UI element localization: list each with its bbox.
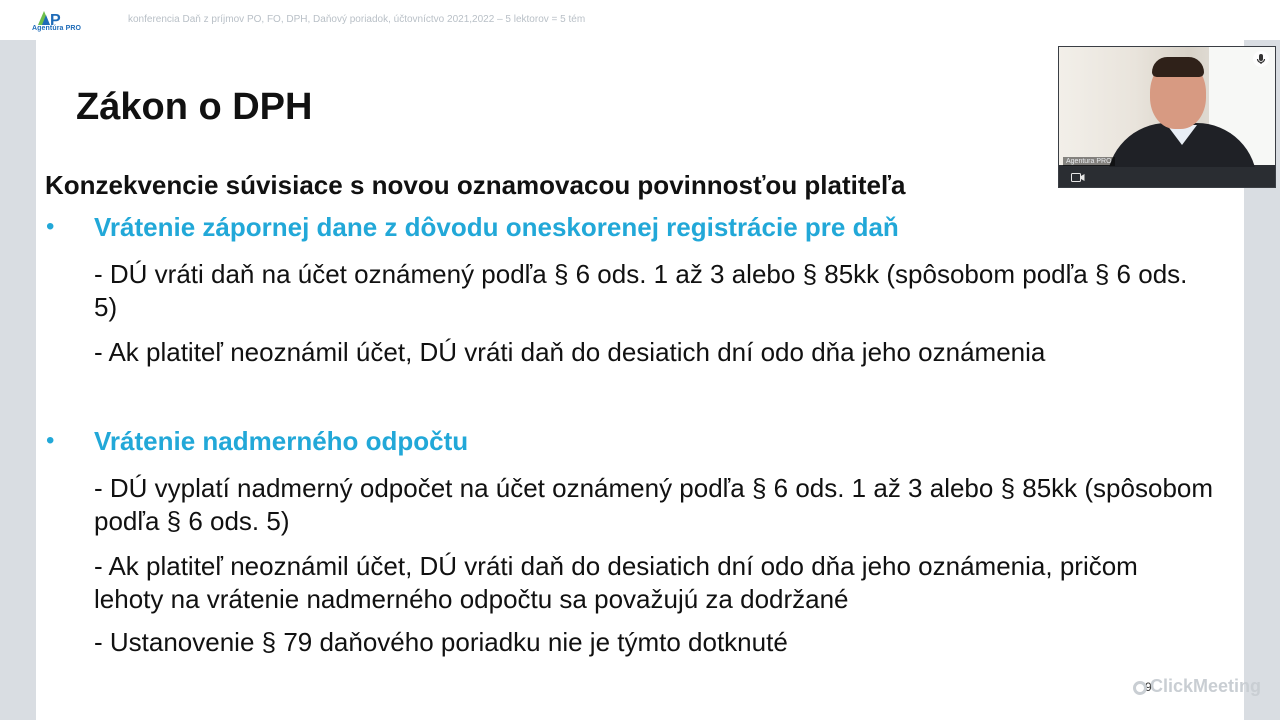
section-item: - DÚ vráti daň na účet oznámený podľa § 6 ods. 1 až 3 alebo § 85kk (spôsobom podľa § 6 ods. 5) bbox=[94, 259, 1188, 322]
logo-subtext: Agentúra PRO bbox=[32, 25, 82, 32]
bullet-icon: • bbox=[46, 427, 55, 454]
left-gutter bbox=[0, 40, 36, 720]
section-item: - Ak platiteľ neoznámil účet, DÚ vráti daň do desiatich dní odo dňa jeho oznámenia bbox=[94, 337, 1046, 367]
svg-text:P: P bbox=[50, 12, 61, 29]
presenter-hair bbox=[1152, 57, 1204, 77]
meeting-title: konferencia Daň z príjmov PO, FO, DPH, Daňový poriadok, účtovníctvo 2021,2022 – 5 lektorov = 5 tém bbox=[128, 14, 586, 25]
section-heading: Vrátenie zápornej dane z dôvodu oneskorenej registrácie pre daň bbox=[94, 212, 899, 242]
clickmeeting-watermark bbox=[1133, 676, 1263, 698]
slide-subheading: Konzekvencie súvisiace s novou oznamovacou povinnosťou platiteľa bbox=[45, 170, 906, 200]
camera-icon[interactable] bbox=[1071, 173, 1085, 182]
watermark-text: ClickMeeting bbox=[1150, 676, 1262, 696]
section-item: - Ak platiteľ neoznámil účet, DÚ vráti daň do desiatich dní odo dňa jeho oznámenia, pričom lehoty na vrátenie nadmerného odpočtu sa považujú za dodržané bbox=[94, 551, 1138, 614]
bullet-icon: • bbox=[46, 213, 55, 240]
slide-title: Zákon o DPH bbox=[76, 86, 313, 128]
microphone-icon[interactable] bbox=[1253, 51, 1269, 67]
video-controls-bar bbox=[1059, 167, 1275, 187]
presenter-video-tile[interactable] bbox=[1058, 46, 1276, 188]
section-heading: Vrátenie nadmerného odpočtu bbox=[94, 426, 469, 456]
clickmeeting-logo-icon bbox=[1133, 681, 1147, 695]
top-bar bbox=[0, 0, 1280, 41]
slide-page-number: 9 bbox=[1145, 680, 1152, 694]
section-item: - Ustanovenie § 79 daňového poriadku nie je týmto dotknuté bbox=[94, 627, 788, 657]
participant-name: Agentura PRO bbox=[1063, 157, 1115, 166]
section-item: - DÚ vyplatí nadmerný odpočet na účet oznámený podľa § 6 ods. 1 až 3 alebo § 85kk (spôsobom podľa § 6 ods. 5) bbox=[94, 473, 1214, 536]
